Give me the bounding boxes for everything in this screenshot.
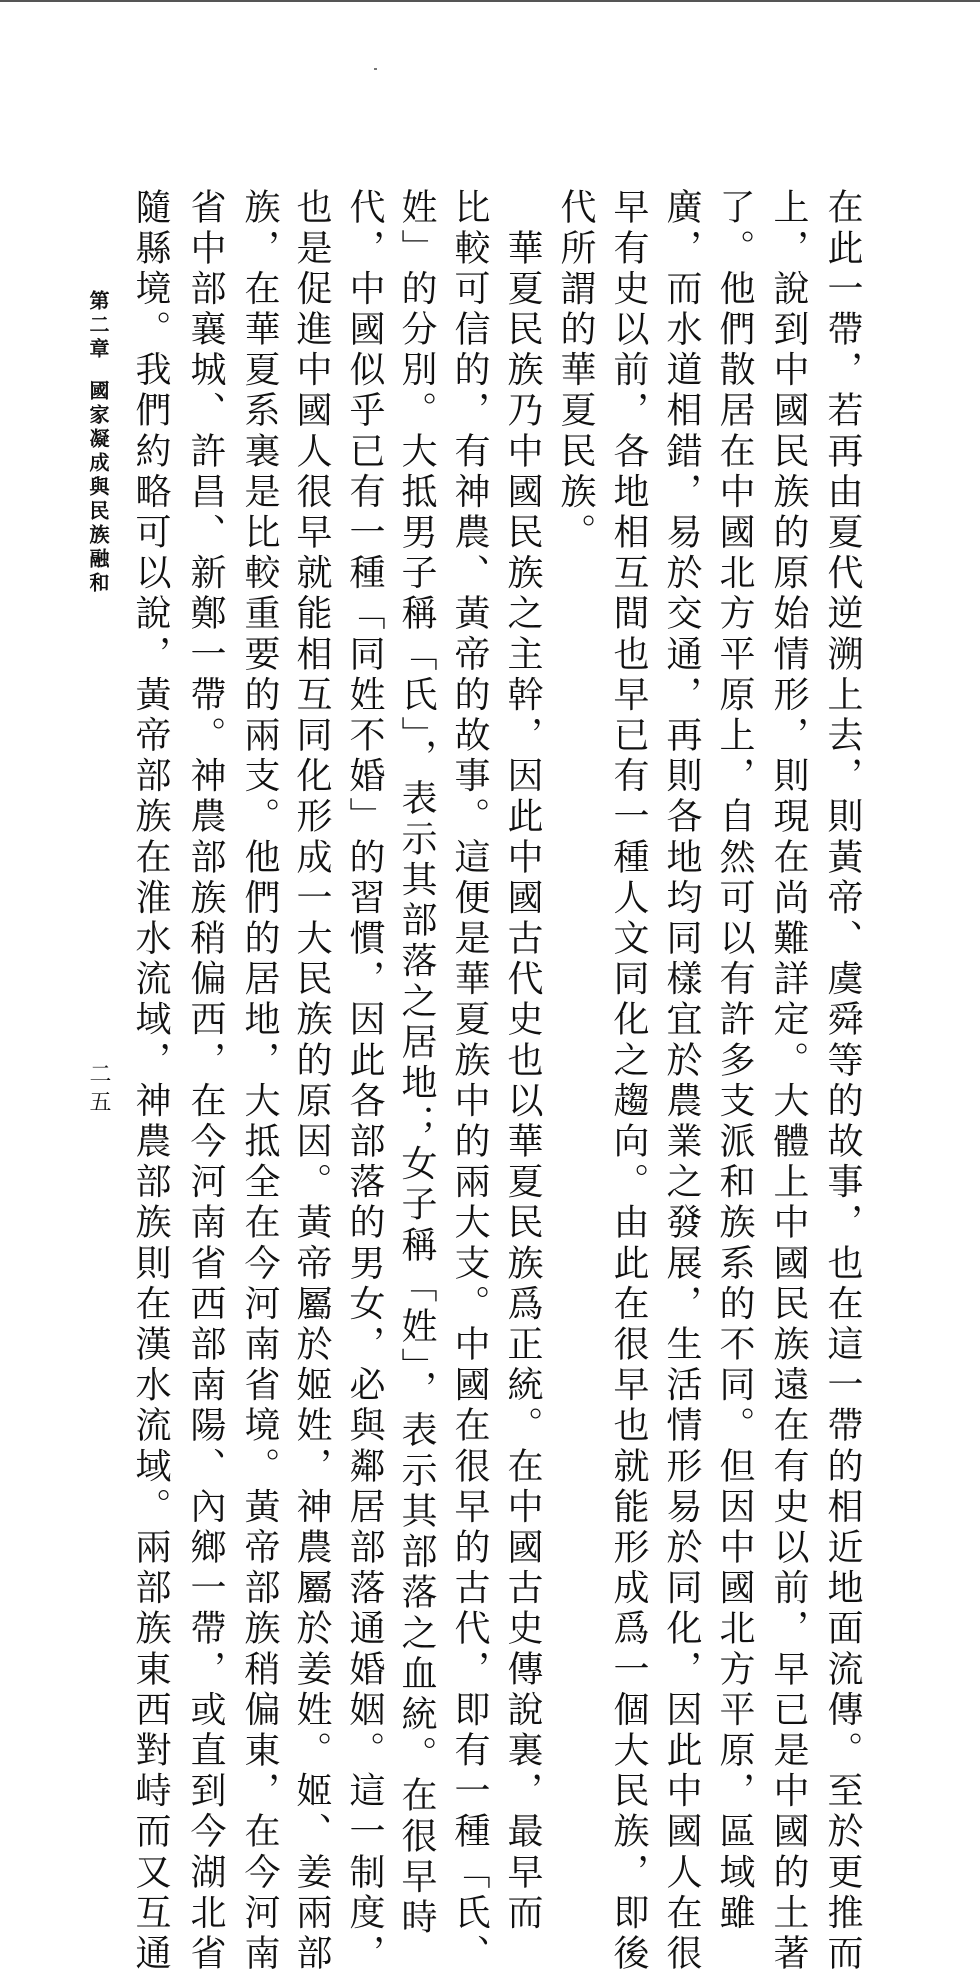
chapter-label: 第二章 — [86, 290, 110, 362]
page-number: 二五 — [86, 1062, 111, 1118]
text-column-1: 在此一帶，若再由夏代逆溯上去，則黃帝、虞舜等的故事，也在這一帶的相近地面流傳。至於更推而 — [822, 188, 863, 1974]
top-border-line — [0, 0, 980, 2]
text-column-2: 上，說到中國民族的原始情形，則現在尚難詳定。大體上中國民族遠在有史以前，早已是中國的土著 — [768, 188, 809, 1974]
text-column-11: 也是促進中國人很早就能相互同化形成一大民族的原因。黃帝屬於姬姓，神農屬於姜姓。姬、姜兩部 — [291, 188, 332, 1974]
text-column-10: 代，中國似乎已有一種「同姓不婚」的習慣，因此各部落的男女，必與鄰居部落通婚姻。這一制度， — [344, 188, 385, 1974]
text-column-4: 廣，而水道相錯，易於交通，再則各地均同樣宜於農業之發展，生活情形易於同化，因此中國人在很 — [661, 188, 702, 1974]
text-column-9: 姓」的分別。大抵男子稱「氏」，表示其部落之居地；女子稱「姓」，表示其部落之血統。在很早時 — [396, 188, 437, 1939]
text-column-5: 早有史以前，各地相互間也早已有一種人文同化之趨向。由此在很早也就能形成爲一個大民族，即後 — [608, 188, 649, 1974]
text-column-3: 了。他們散居在中國北方平原上，自然可以有許多支派和族系的不同。但因中國北方平原，區域雖 — [714, 188, 755, 1934]
scan-speck — [374, 68, 377, 70]
text-column-8: 比較可信的，有神農、黃帝的故事。這便是華夏族中的兩大支。中國在很早的古代，即有一種「氏、 — [449, 188, 490, 1974]
text-column-13: 省中部襄城、許昌、新鄭一帶。神農部族稍偏西，在今河南省西部南陽、內鄉一帶，或直到今湖北省 — [185, 188, 226, 1974]
text-column-7: 華夏民族乃中國民族之主幹，因此中國古代史也以華夏民族爲正統。在中國古史傳說裏，最早而 — [502, 188, 543, 1934]
chapter-title: 國家凝成與民族融和 — [86, 380, 110, 596]
text-column-14: 隨縣境。我們約略可以說，黃帝部族在淮水流域，神農部族則在漢水流域。兩部族東西對峙而又互通 — [130, 188, 171, 1974]
text-column-12: 族，在華夏系裏是比較重要的兩支。他們的居地，大抵全在今河南省境。黃帝部族稍偏東，在今河南 — [239, 188, 280, 1974]
text-column-6: 代所謂的華夏民族。 — [555, 188, 596, 554]
